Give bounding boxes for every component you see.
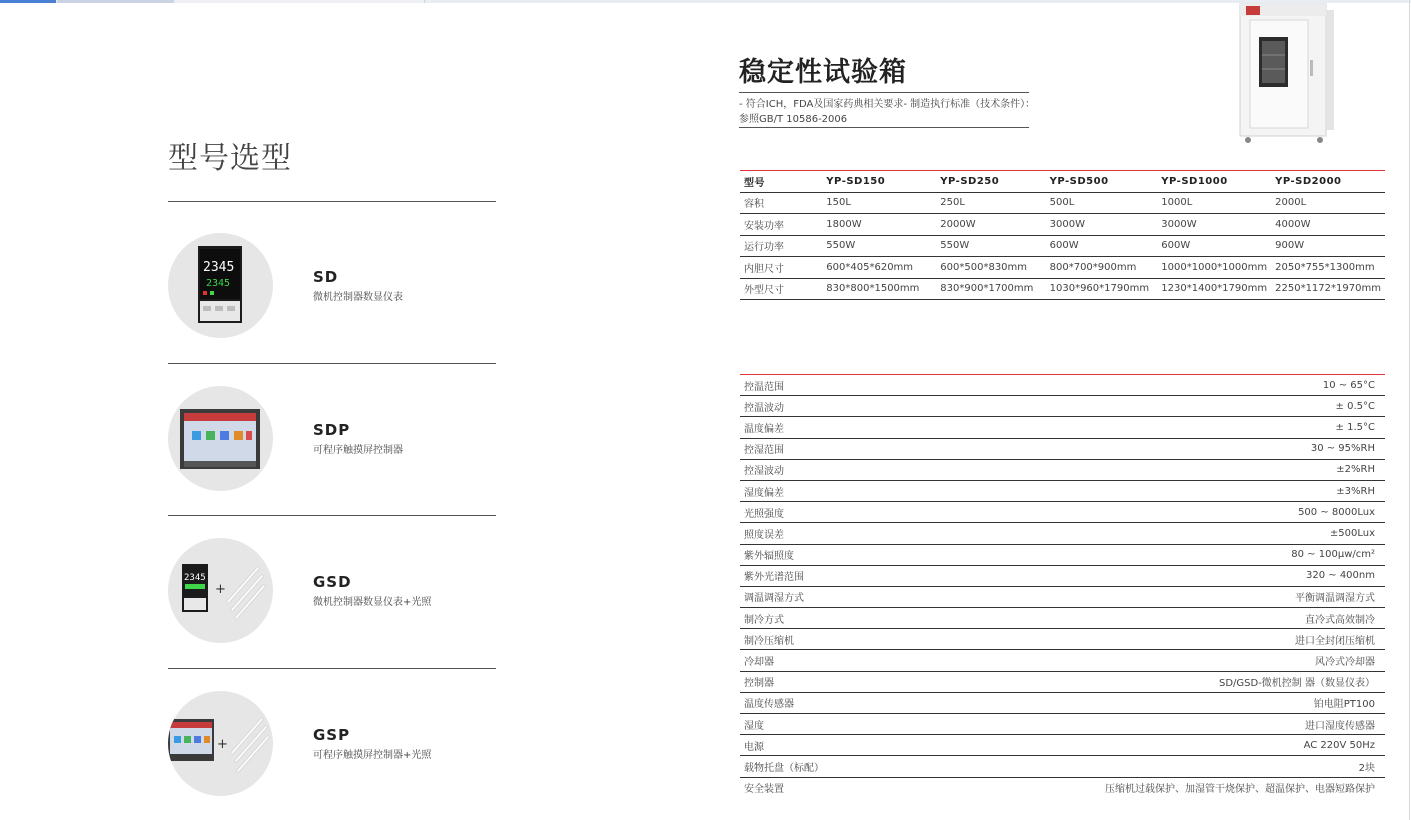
tab-indicator[interactable]: [57, 0, 174, 3]
table-row: [740, 714, 1385, 735]
divider: [168, 363, 496, 364]
tab-indicator-active[interactable]: [0, 0, 56, 3]
spec-cell: 1230*1400*1790mm: [1157, 278, 1271, 300]
param-value: 直冷式高效制冷: [940, 608, 1385, 629]
param-value: 进口湿度传感器: [940, 714, 1385, 735]
table-row: [740, 629, 1385, 650]
spec-cell: 3000W: [1157, 214, 1271, 236]
spec-cell: 830*900*1700mm: [936, 278, 1045, 300]
spec-cell: 2000L: [1271, 192, 1385, 214]
spec-cell: 500L: [1046, 192, 1158, 214]
display-digits-top: 2345: [184, 573, 206, 583]
param-label: 安全装置: [744, 784, 784, 796]
table-row: [740, 735, 1385, 756]
spec-label: 外型尺寸: [740, 278, 822, 300]
table-row: [740, 459, 1385, 480]
param-value: 压缩机过载保护、加湿管干烧保护、超温保护、电器短路保护: [1105, 784, 1375, 796]
spec-header-cell: YP-SD500: [1046, 171, 1158, 192]
product-title: 稳定性试验箱: [739, 57, 907, 88]
table-row: [740, 417, 1385, 438]
table-row: [740, 756, 1385, 777]
model-desc: 微机控制器数显仪表: [313, 292, 403, 303]
param-label: 制冷方式: [740, 608, 940, 629]
plus-sign: +: [217, 737, 228, 752]
table-row: [740, 586, 1385, 607]
param-label: 控湿范围: [740, 438, 940, 459]
top-tab-strip: [0, 0, 1411, 3]
param-value: ±2%RH: [940, 459, 1385, 480]
param-label: 湿度偏差: [740, 480, 940, 501]
model-item-gsp[interactable]: [168, 691, 496, 801]
spec-cell: 600*500*830mm: [936, 257, 1045, 279]
model-item-sd[interactable]: [168, 233, 496, 343]
table-row: [740, 608, 1385, 629]
param-value: 平衡调温调湿方式: [940, 586, 1385, 607]
spec-label: 运行功率: [740, 235, 822, 257]
display-digits-bottom: 2345: [206, 278, 231, 289]
param-label: 冷却器: [740, 650, 940, 671]
spec-header-cell: 型号: [740, 171, 822, 192]
param-value: 2块: [940, 756, 1385, 777]
spec-label: 内胆尺寸: [740, 257, 822, 279]
table-row: [740, 523, 1385, 544]
spec-cell: 3000W: [1046, 214, 1158, 236]
spec-cell: 900W: [1271, 235, 1385, 257]
spec-label: 安装功率: [740, 214, 822, 236]
param-value: ±3%RH: [940, 480, 1385, 501]
spec-cell: 600W: [1157, 235, 1271, 257]
param-value: ± 0.5°C: [940, 396, 1385, 417]
param-label: 紫外辐照度: [740, 544, 940, 565]
table-row: [740, 214, 1385, 236]
table-row: [740, 480, 1385, 501]
param-label: 调温调湿方式: [740, 586, 940, 607]
table-row: [740, 375, 1385, 396]
param-value: 30 ~ 95%RH: [940, 438, 1385, 459]
spec-cell: 2050*755*1300mm: [1271, 257, 1385, 279]
spec-cell: 1000*1000*1000mm: [1157, 257, 1271, 279]
note-rule: [739, 127, 1029, 128]
param-label: 电源: [740, 735, 940, 756]
param-value: AC 220V 50Hz: [940, 735, 1385, 756]
param-label: 温度偏差: [740, 417, 940, 438]
chamber-product-image: [1228, 0, 1338, 150]
divider: [168, 515, 496, 516]
divider: [168, 201, 496, 202]
spec-label: 容积: [740, 192, 822, 214]
title-rule: [739, 92, 1029, 93]
spec-header-row: [740, 171, 1385, 192]
spec-cell: 830*800*1500mm: [822, 278, 936, 300]
table-row: [740, 544, 1385, 565]
param-value: SD/GSD-微机控制 器（数显仪表）: [940, 671, 1385, 692]
table-row: [740, 777, 1385, 798]
param-value: 80 ~ 100μw/cm²: [940, 544, 1385, 565]
param-label: 光照强度: [740, 502, 940, 523]
spec-cell: 2250*1172*1970mm: [1271, 278, 1385, 300]
param-value: 10 ~ 65°C: [940, 375, 1385, 396]
param-label: 控温波动: [740, 396, 940, 417]
spec-cell: 1000L: [1157, 192, 1271, 214]
table-row: [740, 192, 1385, 214]
display-digits-top: 2345: [203, 260, 235, 275]
param-label: 湿度: [740, 714, 940, 735]
model-code: GSD: [313, 573, 352, 591]
sdp-touchscreen-image: [168, 386, 273, 491]
param-value: 500 ~ 8000Lux: [940, 502, 1385, 523]
table-row: [740, 438, 1385, 459]
param-label: 载物托盘（标配）: [740, 756, 940, 777]
model-code: SDP: [313, 421, 351, 439]
model-item-sdp[interactable]: [168, 386, 496, 496]
model-desc: 可程序触摸屏控制器+光照: [313, 750, 432, 761]
table-row: [740, 396, 1385, 417]
model-item-gsd[interactable]: [168, 538, 496, 648]
spec-cell: 800*700*900mm: [1046, 257, 1158, 279]
param-label: 紫外光谱范围: [740, 565, 940, 586]
divider: [168, 668, 496, 669]
param-label: 照度误差: [740, 523, 940, 544]
table-row: [740, 235, 1385, 257]
spec-cell: 600W: [1046, 235, 1158, 257]
model-code: SD: [313, 268, 339, 286]
table-row: [740, 278, 1385, 300]
spec-header-cell: YP-SD250: [936, 171, 1045, 192]
param-value: 风冷式冷却器: [940, 650, 1385, 671]
param-value: 铂电阻PT100: [940, 692, 1385, 713]
gsd-controller-light-image: [168, 538, 273, 643]
table-row: [740, 502, 1385, 523]
table-row: [740, 692, 1385, 713]
spec-header-cell: YP-SD1000: [1157, 171, 1271, 192]
spec-cell: 250L: [936, 192, 1045, 214]
selection-title: 型号选型: [168, 141, 292, 176]
param-table: [740, 375, 1385, 798]
spec-cell: 1030*960*1790mm: [1046, 278, 1158, 300]
table-row: [740, 257, 1385, 279]
page-edge: [1409, 0, 1410, 820]
param-value: ±500Lux: [940, 523, 1385, 544]
param-label: 控湿波动: [740, 459, 940, 480]
table-row: [740, 671, 1385, 692]
param-value: ± 1.5°C: [940, 417, 1385, 438]
model-desc: 微机控制器数显仪表+光照: [313, 597, 432, 608]
spec-header-cell: YP-SD2000: [1271, 171, 1385, 192]
spec-header-cell: YP-SD150: [822, 171, 936, 192]
model-code: GSP: [313, 726, 351, 744]
param-label: 温度传感器: [740, 692, 940, 713]
spec-cell: 550W: [936, 235, 1045, 257]
spec-table: [740, 171, 1385, 300]
param-label: 控温范围: [740, 375, 940, 396]
sd-controller-image: [168, 233, 273, 338]
table-row: [740, 565, 1385, 586]
tab-indicator[interactable]: [176, 0, 425, 3]
spec-cell: 150L: [822, 192, 936, 214]
spec-cell: 4000W: [1271, 214, 1385, 236]
gsp-touchscreen-light-image: [168, 691, 273, 796]
param-label: 制冷压缩机: [740, 629, 940, 650]
param-value: 320 ~ 400nm: [940, 565, 1385, 586]
spec-cell: 550W: [822, 235, 936, 257]
table-row: [740, 650, 1385, 671]
param-value: 进口全封闭压缩机: [940, 629, 1385, 650]
plus-sign: +: [215, 582, 226, 597]
spec-cell: 600*405*620mm: [822, 257, 936, 279]
spec-cell: 1800W: [822, 214, 936, 236]
spec-cell: 2000W: [936, 214, 1045, 236]
product-note: - 符合ICH，FDA及国家药典相关要求- 制造执行标准（技术条件）：参照GB/T 10586-2006: [739, 99, 1036, 125]
model-desc: 可程序触摸屏控制器: [313, 445, 403, 456]
param-label: 控制器: [740, 671, 940, 692]
